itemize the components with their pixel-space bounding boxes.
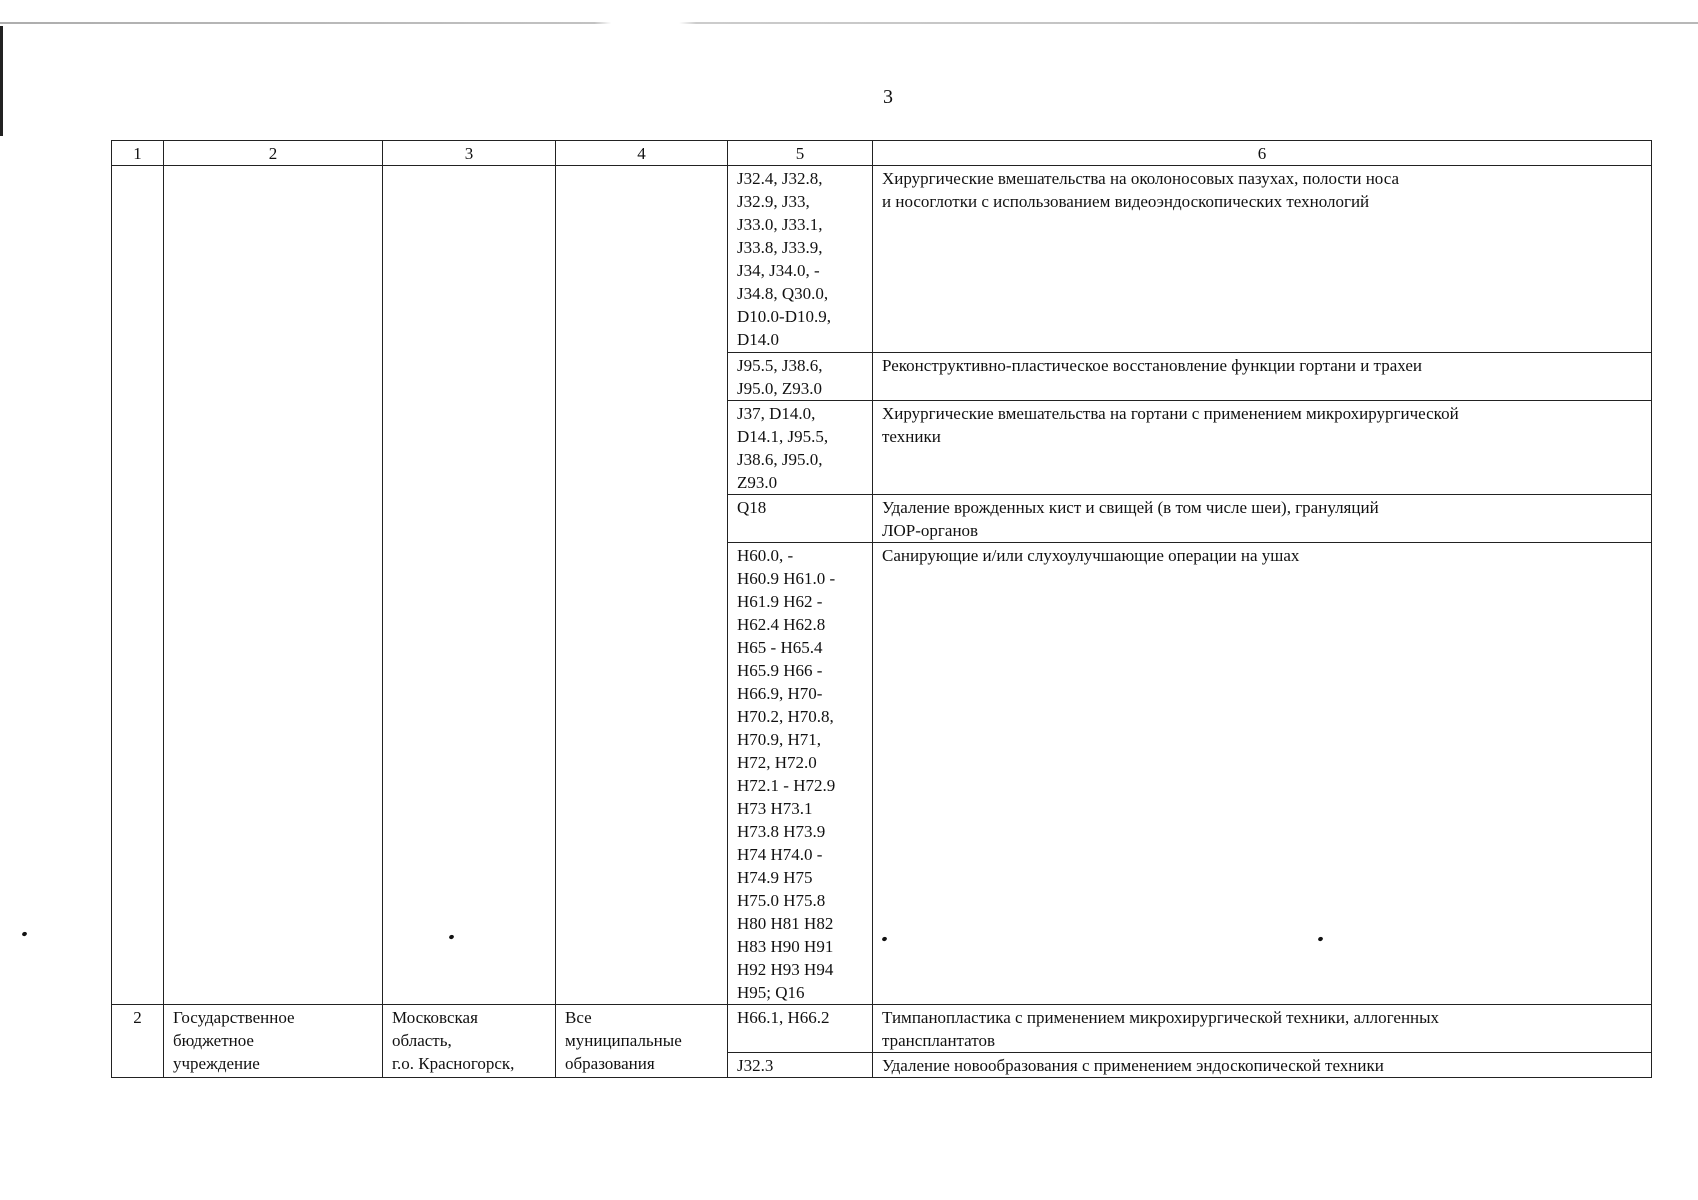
cell-description: Хирургические вмешательства на околоносовых пазухах, полости носа и носоглотки с использованием видеоэндоскопических технологий bbox=[873, 166, 1652, 353]
cell-region: Московская область, г.о. Красногорск, bbox=[383, 1005, 556, 1078]
cell-institution-empty bbox=[164, 166, 383, 1005]
cell-municipalities: Все муниципальные образования bbox=[556, 1005, 728, 1078]
services-table bbox=[111, 140, 1652, 1078]
cell-codes: J32.3 bbox=[728, 1053, 873, 1078]
cell-description: Санирующие и/или слухоулучшающие операции на ушах bbox=[873, 543, 1652, 1005]
column-header: 2 bbox=[164, 141, 383, 166]
cell-description: Реконструктивно-пластическое восстановление функции гортани и трахеи bbox=[873, 353, 1652, 401]
cell-codes: J32.4, J32.8, J32.9, J33, J33.0, J33.1, J33.8, J33.9, J34, J34.0, - J34.8, Q30.0, D10.0-D10.9, D14.0 bbox=[728, 166, 873, 353]
column-header: 5 bbox=[728, 141, 873, 166]
header-row bbox=[112, 141, 1652, 166]
table-row bbox=[112, 166, 1652, 353]
cell-codes: H66.1, H66.2 bbox=[728, 1005, 873, 1053]
scan-artifact-left-edge bbox=[0, 26, 3, 136]
column-header: 6 bbox=[873, 141, 1652, 166]
cell-municipalities-empty bbox=[556, 166, 728, 1005]
cell-codes: J95.5, J38.6, J95.0, Z93.0 bbox=[728, 353, 873, 401]
cell-description: Удаление новообразования с применением эндоскопической техники bbox=[873, 1053, 1652, 1078]
cell-description: Тимпанопластика с применением микрохирургической техники, аллогенных трансплантатов bbox=[873, 1005, 1652, 1053]
page-number: 3 bbox=[883, 86, 893, 108]
cell-codes: Q18 bbox=[728, 495, 873, 543]
cell-description: Хирургические вмешательства на гортани с применением микрохирургической техники bbox=[873, 401, 1652, 495]
column-header: 4 bbox=[556, 141, 728, 166]
cell-description: Удаление врожденных кист и свищей (в том числе шеи), грануляций ЛОР-органов bbox=[873, 495, 1652, 543]
cell-region-empty bbox=[383, 166, 556, 1005]
column-header: 1 bbox=[112, 141, 164, 166]
table-row bbox=[112, 1005, 1652, 1053]
cell-num-empty bbox=[112, 166, 164, 1005]
cell-entry-number: 2 bbox=[112, 1005, 164, 1078]
scan-speck bbox=[21, 931, 27, 937]
column-header: 3 bbox=[383, 141, 556, 166]
cell-codes: J37, D14.0, D14.1, J95.5, J38.6, J95.0, Z93.0 bbox=[728, 401, 873, 495]
cell-codes: H60.0, - H60.9 H61.0 - H61.9 H62 - H62.4 H62.8 H65 - H65.4 H65.9 H66 - H66.9, H70- H70.2, H70.8, H70.9, H71, H72, H72.0 H72.1 - H72.9 H73 H73.1 H73.8 H73.9 H74 H74.0 - H74.9 H75 H75.0 H75.8 H80 H81 H82 H83 H90 H91 H92 H93 H94 H95; Q16 bbox=[728, 543, 873, 1005]
cell-institution: Государственное бюджетное учреждение bbox=[164, 1005, 383, 1078]
scan-artifact-top-line bbox=[0, 22, 1698, 24]
